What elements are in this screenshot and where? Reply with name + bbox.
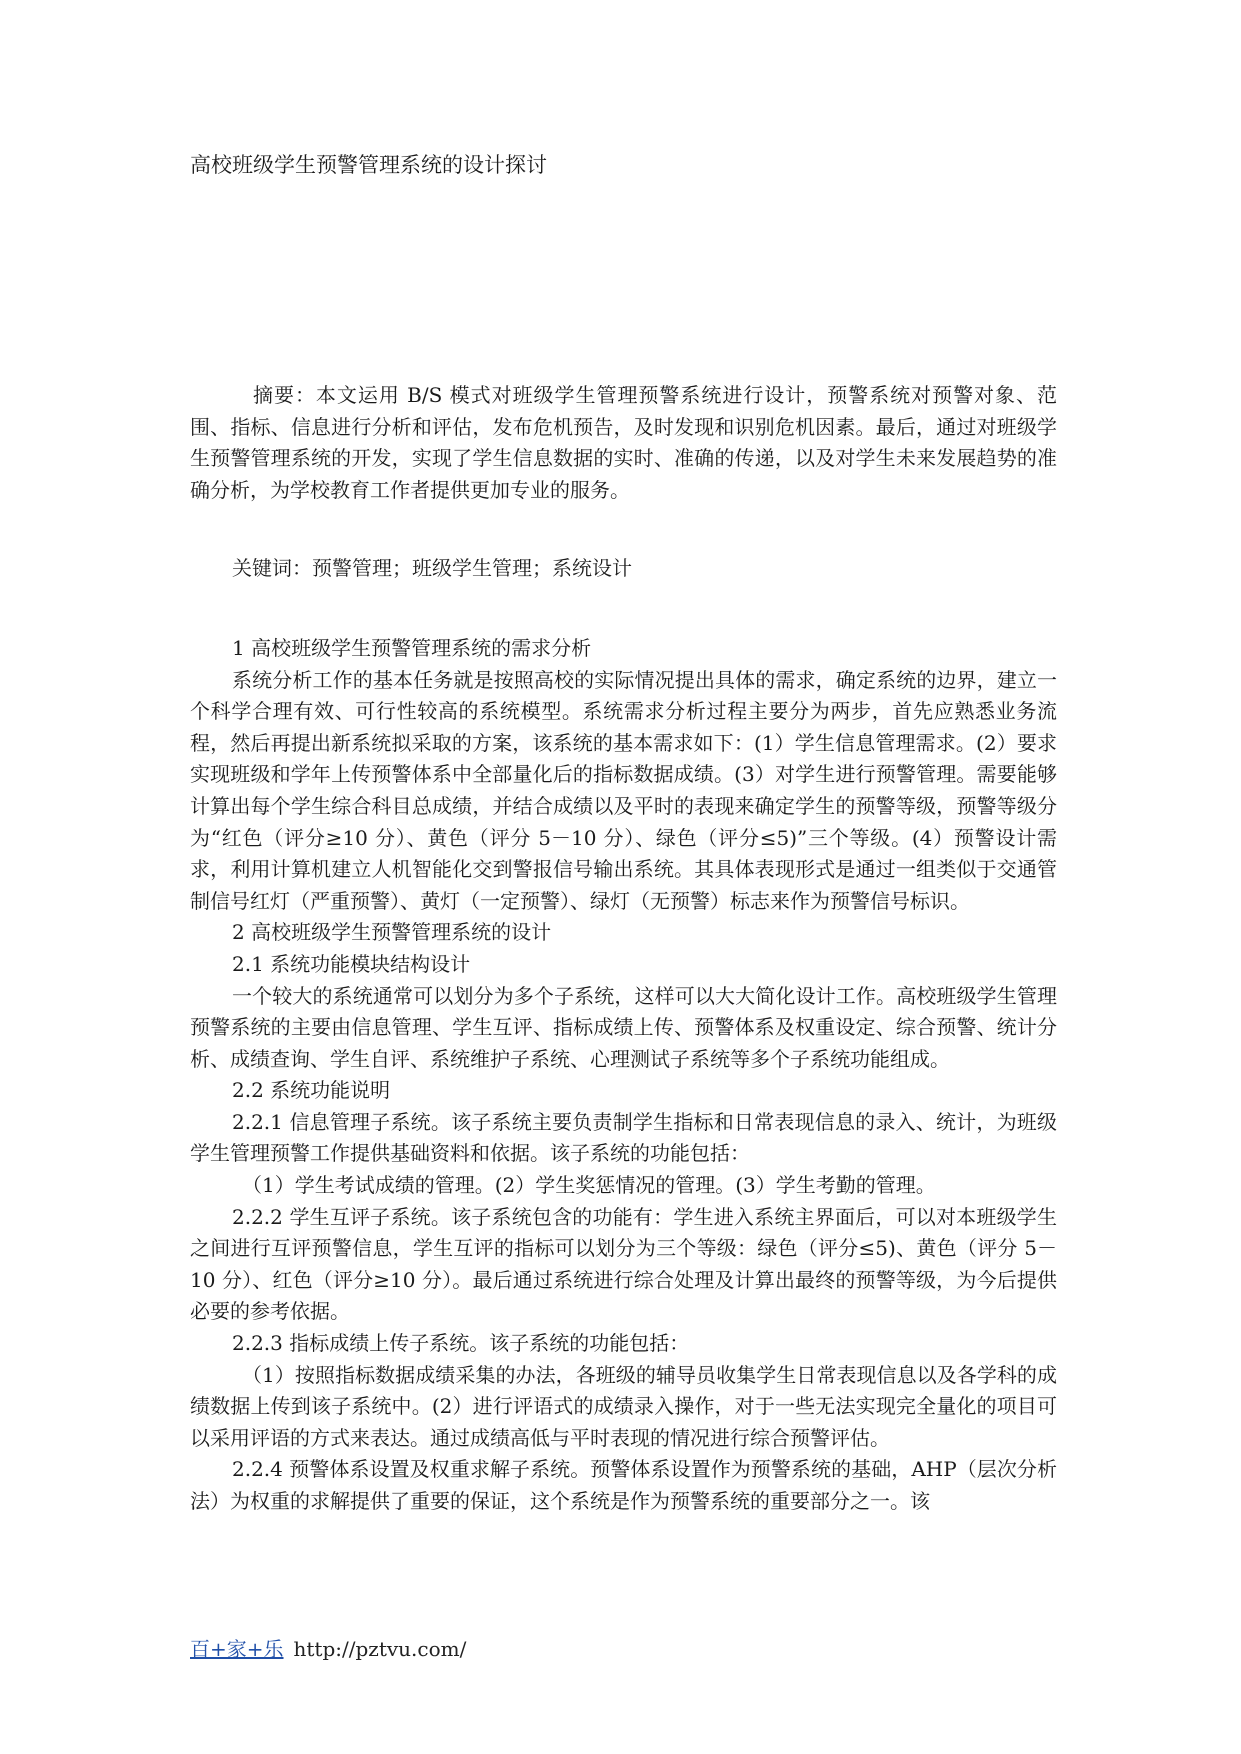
section-2-2-1-paragraph: 2.2.1 信息管理子系统。该子系统主要负责制学生指标和日常表现信息的录入、统计，为班级学生管理预警工作提供基础资料和依据。该子系统的功能包括：: [190, 1109, 1057, 1166]
page-footer: [190, 1635, 466, 1663]
section-2-2-3-paragraph: 2.2.3 指标成绩上传子系统。该子系统的功能包括：: [232, 1331, 690, 1356]
section-2-2-4-paragraph: 2.2.4 预警体系设置及权重求解子系统。预警体系设置作为预警系统的基础，AHP（层次分析法）为权重的求解提供了重要的保证，这个系统是作为预警系统的重要部分之一。该: [190, 1457, 1057, 1513]
abstract-paragraph: 摘要：本文运用 B/S 模式对班级学生管理预警系统进行设计，预警系统对预警对象、范围、指标、信息进行分析和评估，发布危机预告，及时发现和识别危机因素。最后，通过对班级学生预警管理系统的开发，实现了学生信息数据的实时、准确的传递，以及对学生未来发展趋势的准确分析，为学校教育工作者提供更加专业的服务。: [190, 383, 1057, 502]
section-2-heading: 2 高校班级学生预警管理系统的设计: [232, 920, 552, 945]
section-2-1-heading: 2.1 系统功能模块结构设计: [232, 951, 471, 976]
section-2-2-1-list: （1）学生考试成绩的管理。(2）学生奖惩情况的管理。(3）学生考勤的管理。: [242, 1173, 936, 1198]
section-2-2-2-paragraph: 2.2.2 学生互评子系统。该子系统包含的功能有：学生进入系统主界面后，可以对本班级学生之间进行互评预警信息，学生互评的指标可以划分为三个等级：绿色（评分≤5)、黄色（评分 5－10 分）、红色（评分≥10 分）。最后通过系统进行综合处理及计算出最终的预警等级，为今后提供必要的参考依据。: [190, 1204, 1057, 1324]
keywords-paragraph: 关键词：预警管理；班级学生管理；系统设计: [232, 556, 632, 581]
footer-brand-link[interactable]: 百+家+乐: [190, 1637, 284, 1661]
spacer: [190, 506, 1057, 553]
document-title: 高校班级学生预警管理系统的设计探讨: [190, 153, 547, 177]
document-body: [190, 380, 1057, 1518]
section-1-paragraph: 系统分析工作的基本任务就是按照高校的实际情况提出具体的需求，确定系统的边界，建立一个科学合理有效、可行性较高的系统模型。系统需求分析过程主要分为两步，首先应熟悉业务流程，然后再提出新系统拟采取的方案，该系统的基本需求如下：(1）学生信息管理需求。(2）要求实现班级和学年上传预警体系中全部量化后的指标数据成绩。(3）对学生进行预警管理。需要能够计算出每个学生综合科目总成绩，并结合成绩以及平时的表现来确定学生的预警等级，预警等级分为“红色（评分≥10 分）、黄色（评分 5－10 分）、绿色（评分≤5)”三个等级。(4）预警设计需求，利用计算机建立人机智能化交到警报信号输出系统。其具体表现形式是通过一组类似于交通管制信号红灯（严重预警）、黄灯（一定预警）、绿灯（无预警）标志来作为预警信号标识。: [190, 667, 1057, 913]
section-2-2-heading: 2.2 系统功能说明: [232, 1078, 391, 1103]
section-2-1-paragraph: 一个较大的系统通常可以划分为多个子系统，这样可以大大简化设计工作。高校班级学生管理预警系统的主要由信息管理、学生互评、指标成绩上传、预警体系及权重设定、综合预警、统计分析、成绩查询、学生自评、系统维护子系统、心理测试子系统等多个子系统功能组成。: [190, 983, 1057, 1071]
section-1-heading: 1 高校班级学生预警管理系统的需求分析: [232, 635, 592, 660]
footer-url-link[interactable]: http://pztvu.com/: [293, 1637, 467, 1661]
section-2-2-3-list: （1）按照指标数据成绩采集的办法，各班级的辅导员收集学生日常表现信息以及各学科的成绩数据上传到该子系统中。(2）进行评语式的成绩录入操作，对于一些无法实现完全量化的项目可以采用评语的方式来表达。通过成绩高低与平时表现的情况进行综合预警评估。: [190, 1362, 1057, 1450]
spacer: [190, 585, 1057, 633]
